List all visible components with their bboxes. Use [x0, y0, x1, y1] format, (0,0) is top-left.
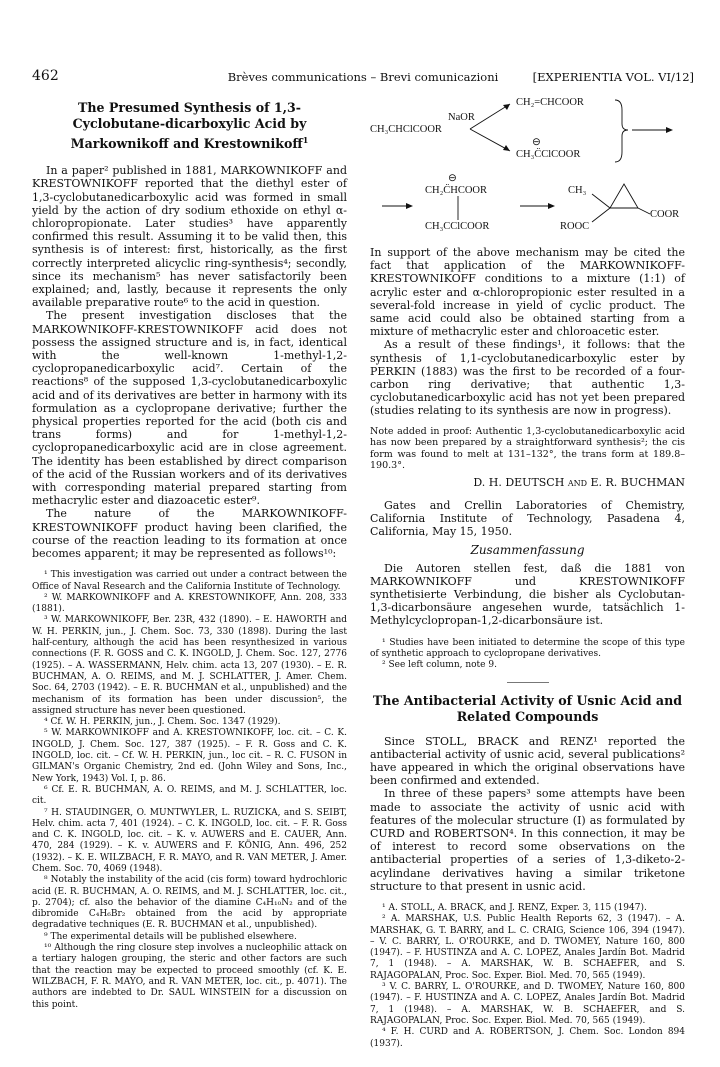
- bond-ch3: [592, 194, 610, 208]
- arrow-right-head: [666, 127, 673, 133]
- footnote: ¹ Studies have been initiated to determine the scope of this type of synthetic approach to cyclopropane derivatives.: [370, 637, 685, 659]
- footnote: ⁹ The experimental details will be published elsewhere.: [44, 931, 297, 942]
- footnotes: [32, 570, 347, 1011]
- paragraph: In a paper² published in 1881, MARKOWNIKOFF and KRESTOWNIKOFF reported that the diethyl ester of 1,3-cyclobutanedicarboxylic acid was formed in small yield by the action of dry sodium ethoxide on ethyl α-chloropropionate. Later studies³ have apparently confirmed this result. Assuming it to be valid then, this synthesis is of interest: first, historically, as the first correctly interpreted alicyclic ring-synthesis⁴; secondly, since its mechanism⁵ has never satisfactorily been explained; and, lastly, because it represents the only available preparative route⁶ to the acid in question.: [32, 164, 347, 310]
- rooc-label: ROOC: [560, 221, 590, 232]
- coor-label: COOR: [650, 209, 680, 220]
- left-column: [32, 96, 347, 1011]
- reaction-scheme: [370, 96, 685, 246]
- note-in-proof: Note added in proof: Authentic 1,3-cyclobutanedicarboxylic acid has now been prepared by a straightforward synthesis²; the cis form was found to melt at 131–132°, the trans form at 189.8–190.3°.: [370, 425, 685, 472]
- article-title-2: The Antibacterial Activity of Usnic Acid and Related Compounds: [372, 692, 683, 724]
- footnote: ⁸ Notably the instability of the acid (cis form) toward hydrochloric acid (E. R. BUCHMAN, A. O. REIMS, and M. J. SCHLATTER, loc. cit., p. 2704); cf. also the behavior of the diamine C₄H₁₀N₂ and of the dibromide C₄H₆Br₂ obtained from the acid by appropriate degradative techniques (E. R. BUCHMAN et al., unpublished).: [32, 875, 347, 931]
- footnote: ² A. MARSHAK, U.S. Public Health Reports 62, 3 (1947). – A. MARSHAK, G. T. BARRY, and L. C. CRAIG, Science 106, 394 (1947). – V. C. BARRY, L. O'ROURKE, and D. TWOMEY, Nature 160, 800 (1947). – F. HUSTINZA and A. C. LOPEZ, Anales Jardín Bot. Madrid 7, 1 (1948). – A. MARSHAK, W. B. SCHAEFER, and S. RAJAGOPALAN, Proc. Soc. Exper. Biol. Med. 70, 565 (1949).: [370, 914, 685, 981]
- footnote: ³ V. C. BARRY, L. O'ROURKE, and D. TWOMEY, Nature 160, 800 (1947). – F. HUSTINZA and A. C. LOPEZ, Anales Jardín Bot. Madrid 7, 1 (1948). – A. MARSHAK, W. B. SCHAEFER, and S. RAJAGOPALAN, Proc. Soc. Exper. Biol. Med. 70, 565 (1949).: [370, 982, 685, 1026]
- footnotes: [370, 903, 685, 1050]
- reaction-scheme-lines: [370, 96, 685, 246]
- brace: [615, 100, 628, 162]
- minus-sign: ⊖: [448, 173, 457, 184]
- minus-sign: ⊖: [532, 137, 541, 148]
- footnote: ² See left column, note 9.: [382, 660, 497, 671]
- author-signature: D. H. DEUTSCH and E. R. BUCHMAN: [473, 475, 685, 489]
- anion2-label: CH₂C̈HCOOR: [425, 185, 488, 196]
- footnote: ⁶ Cf. E. R. BUCHMAN, A. O. REIMS, and M. J. SCHLATTER, loc. cit.: [32, 784, 347, 807]
- bond-rooc: [592, 208, 610, 222]
- footnote: ⁴ F. H. CURD and A. ROBERTSON, J. Chem. Soc. London 894 (1937).: [370, 1027, 685, 1049]
- running-title: Brèves communications – Brevi comunicazioni: [227, 70, 499, 84]
- footnote: ² W. MARKOWNIKOFF and A. KRESTOWNIKOFF, Ann. 208, 333 (1881).: [32, 592, 347, 615]
- chloropropionate-label: CH₃CHClCOOR: [370, 124, 442, 135]
- page-number: 462: [32, 68, 59, 84]
- acrylic-ester-label: CH₂=CHCOOR: [516, 97, 584, 108]
- article-title: The Presumed Synthesis of 1,3-Cyclobutane-dicarboxylic Acid by Markownikoff and Krestownikoff$^1$: [70, 100, 309, 152]
- ester2-label: CH₃CClCOOR: [425, 221, 490, 232]
- right-column: [370, 96, 685, 1050]
- paragraph: As a result of these findings¹, it follows: that the synthesis of 1,1-cyclobutanedicarboxylic ester by PERKIN (1883) was the first to be recorded of a four-carbon ring derivative; that authentic 1,3-cyclobutanedicarboxylic acid has not yet been prepared (studies relating to its synthesis are now in progress).: [370, 338, 685, 418]
- paragraph: The present investigation discloses that the MARKOWNIKOFF-KRESTOWNIKOFF acid does not possess the assigned structure and is, in fact, identical with the well-known 1-methyl-1,2-cyclopropanedicarboxylic acid⁷. Certain of the reactions⁸ of the supposed 1,3-cyclobutanedicarboxylic acid and of its derivatives are better in harmony with its formulation as a cyclopropane derivative; further the physical properties reported for the acid (both cis and trans forms) and for 1-methyl-1,2-cyclopropanedicarboxylic acid are in close agreement. The identity has been established by direct comparison of the acid of the Russian workers and of its derivatives with corresponding material prepared starting from methacrylic ester and diazoacetic ester⁹.: [32, 309, 347, 508]
- page-header: [32, 68, 694, 86]
- paragraph: Since STOLL, BRACK and RENZ¹ reported the antibacterial activity of usnic acid, several publications² have appeared in which the original observations have been confirmed and extended.: [370, 734, 685, 788]
- zusammenfassung-title: Zusammenfassung: [470, 543, 585, 558]
- arrow-up-line: [470, 104, 510, 129]
- footnote: ¹⁰ Although the ring closure step involves a nucleophilic attack on a tertiary halogen grouping, the steric and other factors are such that the reaction may be expected to proceed smoothly (cf. K. E. WILZBACH, F. R. MAYO, and R. VAN METER, loc. cit., p. 4071). The authors are indebted to Dr. SAUL WINSTEIN for a discussion on this point.: [32, 943, 347, 1010]
- bond-coor: [638, 208, 650, 214]
- arrow-down-line: [470, 129, 510, 151]
- affiliation: Gates and Crellin Laboratories of Chemistry, California Institute of Technology, Pasadena 4, California, May 15, 1950.: [370, 498, 685, 539]
- paragraph: In support of the above mechanism may be cited the fact that application of the MARKOWNIKOFF-KRESTOWNIKOFF conditions to a mixture (1:1) of acrylic ester and α-chloropropionic ester resulted in a several-fold increase in yield of cyclic product. The same acid could also be obtained starting from a mixture of methacrylic ester and chloroacetic ester.: [370, 246, 685, 339]
- footnote: ⁵ W. MARKOWNIKOFF and A. KRESTOWNIKOFF, loc. cit. – C. K. INGOLD, J. Chem. Soc. 127, 387 (1925). – F. R. Goss and C. K. INGOLD, loc. cit. – Cf. W. H. PERKIN, jun., loc cit. – R. C. FUSON in GILMAN's Organic Chemistry, 2nd ed. (John Wiley and Sons, Inc., New York, 1943) Vol. I, p. 86.: [32, 728, 347, 784]
- paragraph: The nature of the MARKOWNIKOFF-KRESTOWNIKOFF product having been clarified, the course of the reaction leading to its formation at once becomes apparent; it may be represented as follows¹⁰:: [32, 507, 347, 561]
- ch3-label: CH₃: [568, 185, 587, 196]
- arrow-up-head: [503, 104, 510, 110]
- divider: [507, 682, 549, 683]
- footnote: ¹ This investigation was carried out under a contract between the Office of Naval Research and the California Institute of Technology.: [32, 570, 347, 592]
- arrow-second-left-head: [406, 203, 413, 209]
- footnote: ⁴ Cf. W. H. PERKIN, jun., J. Chem. Soc. 1347 (1929).: [44, 717, 281, 728]
- zusammenfassung-text: Die Autoren stellen fest, daß die 1881 von MARKOWNIKOFF und KRESTOWNIKOFF synthetisierte Verbindung, die bisher als Cyclobutan-1,3-dicarbonsäure angesehen wurde, tatsächlich 1-Methylcyclopropan-1,2-dicarbonsäure ist.: [370, 561, 685, 628]
- footnote: ⁷ H. STAUDINGER, O. MUNTWYLER, L. RUZICKA, and S. SEIBT, Helv. chim. acta 7, 401 (1924). – C. K. INGOLD, loc. cit. – F. R. Goss and C. K. INGOLD, loc. cit. – K. v. AUWERS and E. CAUER, Ann. 470, 284 (1929). – K. v. AUWERS and F. KÖNIG, Ann. 496, 252 (1932). – K. E. WILZBACH, F. R. MAYO, and R. VAN METER, J. Amer. Chem. Soc. 70, 4069 (1948).: [32, 807, 347, 874]
- footnote: ¹ A. STOLL, A. BRACK, and J. RENZ, Exper. 3, 115 (1947).: [382, 903, 647, 913]
- naor-label: NaOR: [448, 112, 475, 123]
- paragraph: In three of these papers³ some attempts have been made to associate the activity of usnic acid with features of the molecular structure (I) as formulated by CURD and ROBERTSON⁴. In this connection, it may be of interest to record some observations on the antibacterial properties of a series of 1,3-diketo-2-acylindane derivatives having a similar triketone structure to that present in usnic acid.: [370, 787, 685, 893]
- anion-label: CH₃C̈ClCOOR: [516, 149, 581, 160]
- cyclopropane-ring: [610, 184, 638, 208]
- journal-reference: [EXPERIENTIA VOL. VI/12]: [532, 70, 694, 84]
- footnotes: [370, 638, 685, 672]
- arrow-middle-head: [548, 203, 555, 209]
- footnote: ³ W. MARKOWNIKOFF, Ber. 23R, 432 (1890). – E. HAWORTH and W. H. PERKIN, jun., J. Chem. Soc. 73, 330 (1898). During the last half-century, although the acid has been resynthesized in various connections (F. R. GOSS and C. K. INGOLD, J. Chem. Soc. 127, 2776 (1925). – A. WASSERMANN, Helv. chim. acta 13, 207 (1930). – E. R. BUCHMAN, A. O. REIMS, and M. J. SCHLATTER, J. Amer. Chem. Soc. 64, 2703 (1942). – E. R. BUCHMAN et al., unpublished) and the mechanism of its formation has been under discussion⁵, the assigned structure has never been questioned.: [32, 615, 347, 716]
